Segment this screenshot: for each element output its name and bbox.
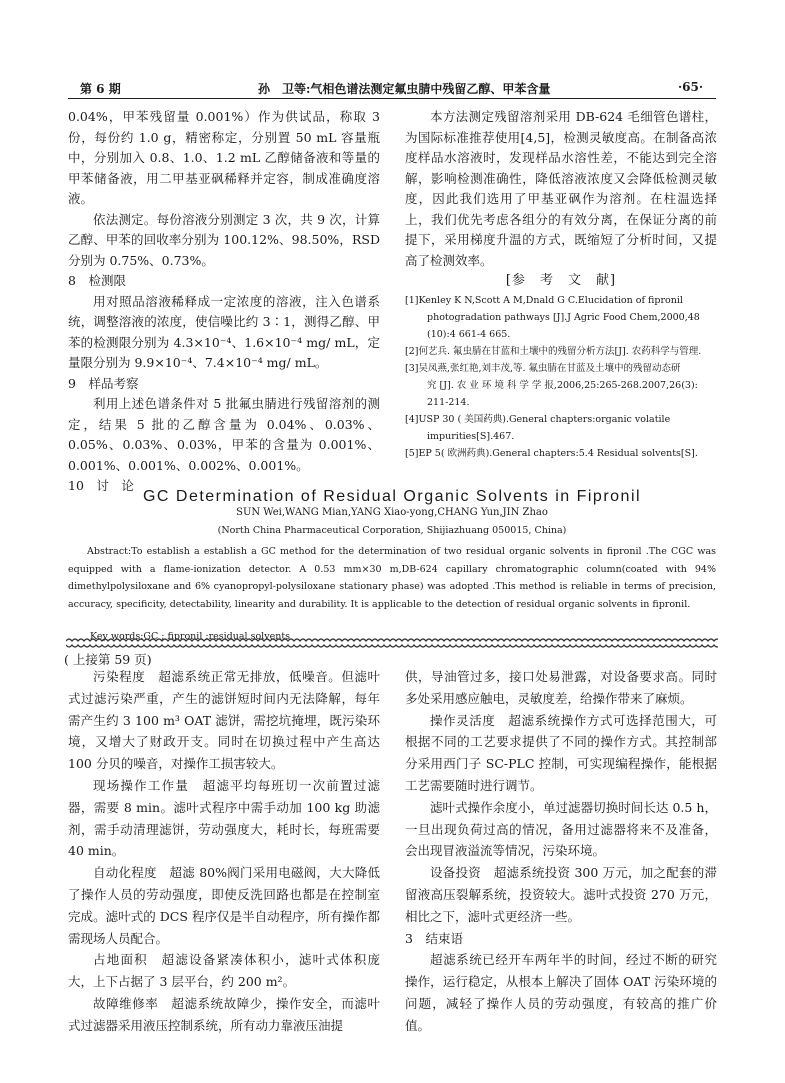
paragraph: 用对照品溶液稀释成一定浓度的溶液，注入色谱系统，调整溶液的浓度，使信噪比约 3∶1，测得乙醇、甲苯的检测限分别为 4.3×10⁻⁴、1.6×10⁻⁴ mg/ mL，定量限分别为 9.9×10⁻⁴、7.4×10⁻⁴ mg/ mL。 [68,293,380,370]
right-column-bottom [405,666,717,1037]
section-heading: 3 结束语 [405,930,463,946]
english-title: GC Determination of Residual Organic Solvents in Fipronil [142,488,642,505]
reference-list [405,292,717,462]
section-heading: 8 检测限 [68,273,126,288]
paragraph: 故障维修率 超滤系统故障少，操作安全，而滤叶式过滤器采用液压控制系统，所有动力靠液压油提 [68,995,380,1033]
reference-item: [3]吴凤燕,张红艳,刘丰茂,等. 氟虫腈在甘蓝及土壤中的残留动态研 [405,362,681,374]
reference-continuation: (10):4 661-4 665. [427,328,511,340]
discussion-paragraph: 本方法测定残留溶剂采用 DB-624 毛细管色谱柱，为国际标准推荐使用[4,5]，检测灵敏度高。在制备高浓度样品水溶液时，发现样品水溶性差，不能达到完全溶解，影响检测准确性，降低溶液浓度又会降低检测灵敏度，因此我们选用了甲基亚砜作为溶剂。在柱温选择上，我们优先考虑各组分的有效分离，在保证分离的前提下，采用梯度升温的方式，既缩短了分析时间，又提高了检测效率。 [405,109,717,268]
english-keywords: Key words:GC ; fipronil ;residual solvents [90,631,291,642]
section-heading: 10 讨 论 [68,478,134,493]
english-abstract: Abstract:To establish a establish a GC method for the determination of two residual organic solvents in fipronil .The CGC was equipped with a flame-ionization detector. A 0.53 mm×30 m,DB-624 capillary chromatographic column(coated with 94% dimethylpolysiloxane and 6% cyanopropyl-polysiloxane stationary phase) was adopted .This method is reliable in terms of precision, accuracy, specificity, detectability, linearity and durability. It is applicable to the detection of residual organic solvents in fipronil. [68,546,716,610]
reference-continuation: 究 [J]. 农 业 环 境 科 学 学 报,2006,25:265-268.2007,26(3): [427,379,698,391]
paragraph: 设备投资 超滤系统投资 300 万元，加之配套的滞留液高压裂解系统，投资较大。滤叶式投资 270 万元，相比之下，滤叶式更经济一些。 [405,865,717,924]
reference-item: [2]何艺兵. 氟虫腈在甘蓝和土壤中的残留分析方法[J]. 农药科学与管理. [405,345,702,357]
left-column-bottom [68,666,380,1037]
reference-continuation: impurities[S].467. [427,430,515,442]
paragraph: 供，导油管过多，接口处易泄露，对设备要求高。同时多处采用感应触电，灵敏度差，给操作带来了麻烦。 [405,669,717,706]
page-number: ·65· [678,80,704,94]
paragraph: 现场操作工作量 超滤平均每班切一次前置过滤器，需要 8 min。滤叶式程序中需手动加 100 kg 助滤剂，需手动清理滤饼，劳动强度大，耗时长，每班需要 40 min。 [68,777,380,859]
reference-item: [1]Kenley K N,Scott A M,Dnald G C.Elucidation of fipronil [405,294,683,306]
reference-continuation: photogradation pathways [J].J Agric Food Chem,2000,48 [427,311,700,323]
continued-note: ( 上接第 59 页) [64,652,152,667]
paragraph: 滤叶式操作余度小，单过滤器切换时间长达 0.5 h，一旦出现负荷过高的情况，备用过滤器将来不及准备，会出现冒液溢流等情况，污染环境。 [405,799,717,859]
references-heading: [参 考 文 献] [505,273,617,288]
paragraph: 利用上述色谱条件对 5 批氟虫腈进行残留溶剂的测定，结果 5 批的乙醇含量为 0.04%、0.03%、0.05%、0.03%、0.03%，甲苯的含量为 0.001%、0.001%、0.001%、0.002%、0.001%。 [68,396,380,473]
paragraph: 占地面积 超滤设备紧凑体积小，滤叶式体积庞大，上下占据了 3 层平台，约 200 m²。 [68,952,380,990]
english-affiliation: (North China Pharmaceutical Corporation, Shijiazhuang 050015, China) [217,525,567,536]
reference-continuation: 211-214. [427,396,470,408]
paragraph: 自动化程度 超滤 80%阀门采用电磁阀，大大降低了操作人员的劳动强度，即使反洗回路也都是在控制室完成。滤叶式的 DCS 程序仅是半自动程序，所有操作都需现场人员配合。 [68,865,380,946]
reference-item: [5]EP 5( 欧洲药典).General chapters:5.4 Residual solvents[S]. [405,447,698,459]
left-column-top [68,107,380,497]
header-rule [68,98,716,99]
wavy-divider [66,637,718,649]
paragraph: 依法测定。每份溶液分别测定 3 次，共 9 次，计算乙醇、甲苯的回收率分别为 100.12%、98.50%，RSD 分别为 0.75%、0.73%。 [68,211,380,268]
paragraph: 污染程度 超滤系统正常无排放，低噪音。但滤叶式过滤污染严重，产生的滤饼短时间内无法降解，每年需产生约 3 100 m³ OAT 滤饼，需挖坑掩埋，既污染环境，又增大了财政开支。同时在切换过程中产生高达 100 分贝的噪音，对操作工损害较大。 [68,669,380,772]
english-authors: SUN Wei,WANG Mian,YANG Xiao-yong,CHANG Yun,JIN Zhao [236,507,548,518]
reference-item: [4]USP 30 ( 美国药典).General chapters:organic volatile [405,413,671,425]
paragraph: 操作灵活度 超滤系统操作方式可选择范围大，可根据不同的工艺要求提供了不同的操作方式。其控制部分采用西门子 SC-PLC 控制，可实现编程操作，能根据工艺需要随时进行调节。 [405,712,717,793]
running-title: 孙 卫等:气相色谱法测定氟虫腈中残留乙醇、甲苯含量 [258,82,551,96]
section-heading: 9 样品考察 [68,375,139,391]
right-column-top [405,107,717,462]
paragraph: 超滤系统已经开车两年半的时间，经过不断的研究操作，运行稳定，从根本上解决了固体 OAT 污染环境的问题，减轻了操作人员的劳动强度，有较高的推广价值。 [405,952,717,1033]
paragraph: 0.04%，甲苯残留量 0.001%）作为供试品，称取 3 份，每份约 1.0 g，精密称定，分别置 50 mL 容量瓶中，分别加入 0.8、1.0、1.2 mL 乙醇储备液和等量的甲苯储备液，用二甲基亚砜稀释并定容，制成准确度溶液。 [68,109,380,206]
issue-number: 第 6 期 [80,82,121,96]
